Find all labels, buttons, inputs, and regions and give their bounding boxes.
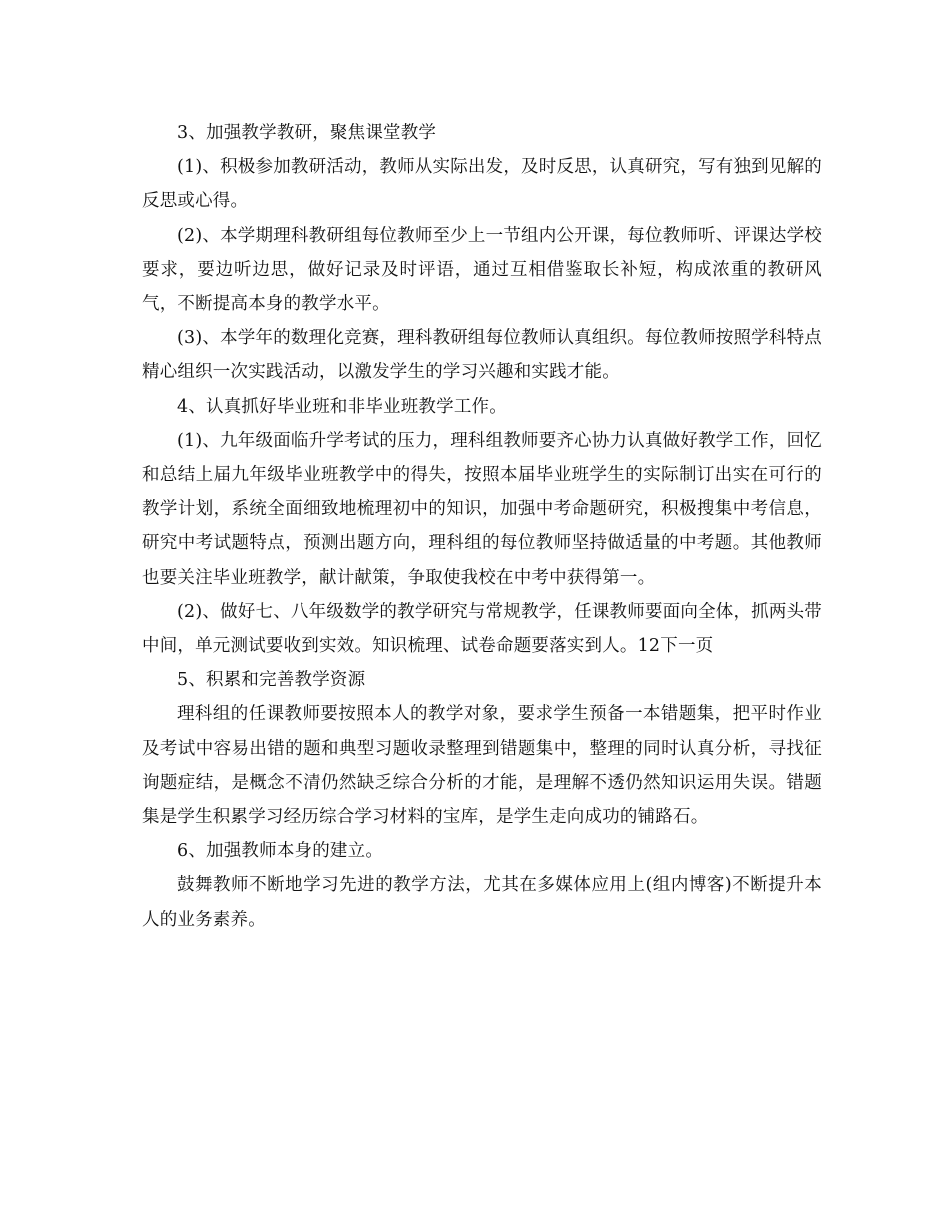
paragraph-3-1: (1)、积极参加教研活动，教师从实际出发，及时反思，认真研究，写有独到见解的反思或心得。: [142, 157, 822, 212]
section-heading-3: 3、加强教学教研，聚焦课堂教学: [177, 123, 437, 143]
paragraph-3-3: (3)、本学年的数理化竞赛，理科教研组每位教师认真组织。每位教师按照学科特点精心组织一次实践活动，以激发学生的学习兴趣和实践才能。: [142, 328, 822, 383]
section-heading-6: 6、加强教师本身的建立。: [177, 841, 384, 862]
paragraph-5-body: 理科组的任课教师要按照本人的教学对象，要求学生预备一本错题集，把平时作业及考试中容易出错的题和典型习题收录整理到错题集中，整理的同时认真分析，寻找征询题症结，是概念不清仍然缺乏综合分析的才能，是理解不透仍然知识运用失误。错题集是学生积累学习经历综合学习材料的宝库，是学生走向成功的铺路石。: [142, 704, 822, 828]
paragraph-6-body: 鼓舞教师不断地学习先进的教学方法，尤其在多媒体应用上(组内博客)不断提升本人的业务素养。: [142, 875, 822, 930]
paragraph-3-2: (2)、本学期理科教研组每位教师至少上一节组内公开课，每位教师听、评课达学校要求，要边听边思，做好记录及时评语，通过互相借鉴取长补短，构成浓重的教研风气，不断提高本身的教学水平。: [142, 225, 822, 315]
section-heading-4: 4、认真抓好毕业班和非毕业班教学工作。: [177, 396, 507, 417]
paragraph-4-2: (2)、做好七、八年级数学的教学研究与常规教学，任课教师要面向全体，抓两头带中间，单元测试要收到实效。知识梳理、试卷命题要落实到人。12下一页: [142, 601, 822, 657]
document-body: [142, 116, 822, 937]
paragraph-4-1: (1)、九年级面临升学考试的压力，理科组教师要齐心协力认真做好教学工作，回忆和总结上届九年级毕业班教学中的得失，按照本届毕业班学生的实际制订出实在可行的教学计划，系统全面细致地梳理初中的知识，加强中考命题研究，积极搜集中考信息，研究中考试题特点，预测出题方向，理科组的每位教师坚持做适量的中考题。其他教师也要关注毕业班教学，献计献策，争取使我校在中考中获得第一。: [142, 430, 822, 588]
section-heading-5: 5、积累和完善教学资源: [177, 670, 366, 691]
